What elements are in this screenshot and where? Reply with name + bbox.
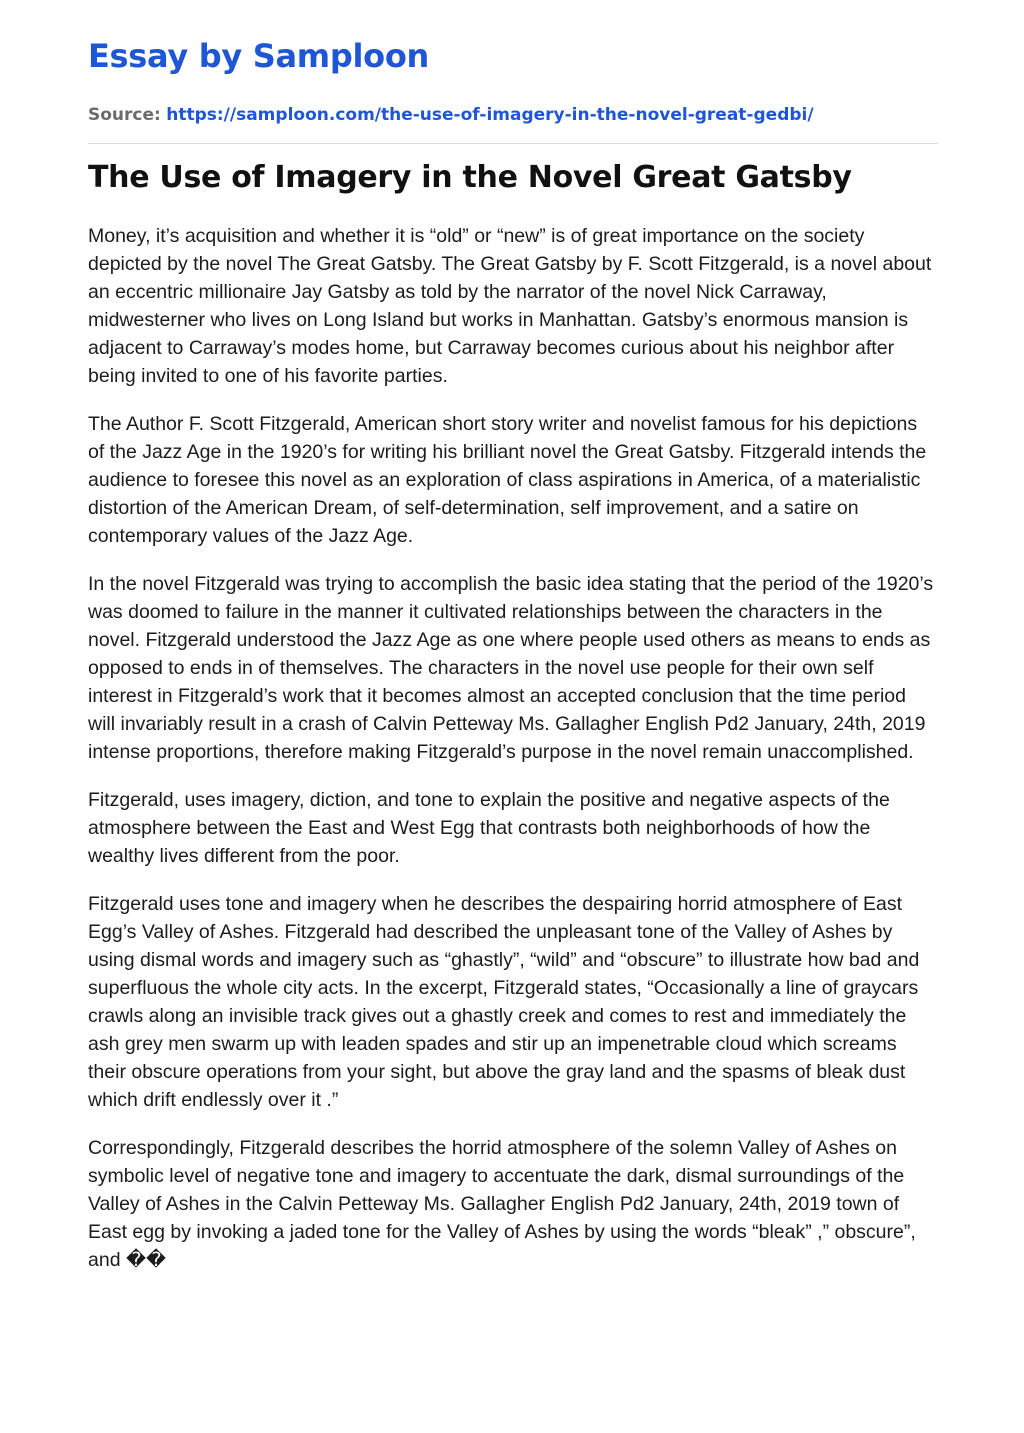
paragraph: The Author F. Scott Fitzgerald, American short story writer and novelist famous for his depictions of the Jazz Age in the 1920’s for writing his brilliant novel the Great Gatsby. Fitzgerald intends the audience to foresee this novel as an exploration of class aspirations in America, of a materialistic distortion of the American Dream, of self-determination, self improvement, and a satire on contemporary values of the Jazz Age. — [88, 413, 927, 547]
article-title: The Use of Imagery in the Novel Great Gatsby — [88, 160, 852, 195]
header-divider — [88, 143, 938, 144]
paragraph: In the novel Fitzgerald was trying to accomplish the basic idea stating that the period of the 1920’s was doomed to failure in the manner it cultivated relationships between the characters in the novel. Fitzgerald understood the Jazz Age as one where people used others as means to ends as opposed to ends in of themselves. The characters in the novel use people for their own self interest in Fitzgerald’s work that it becomes almost an accepted conclusion that the time period will invariably result in a crash of Calvin Petteway Ms. Gallagher English Pd2 January, 24th, 2019 intense proportions, therefore making Fitzgerald’s purpose in the novel remain unaccomplished. — [88, 573, 934, 763]
paragraph: Money, it’s acquisition and whether it is “old” or “new” is of great importance on the society depicted by the novel The Great Gatsby. The Great Gatsby by F. Scott Fitzgerald, is a novel about an eccentric millionaire Jay Gatsby as told by the narrator of the novel Nick Carraway, midwesterner who lives on Long Island but works in Manhattan. Gatsby’s enormous mansion is adjacent to Carraway’s modes home, but Carraway becomes curious about his neighbor after being invited to one of his favorite parties. — [88, 225, 932, 387]
source-line — [88, 103, 938, 127]
source-link[interactable]: https://samploon.com/the-use-of-imagery-in-the-novel-great-gedbi/ — [166, 105, 814, 125]
source-label: Source: — [88, 105, 161, 125]
essay-page — [88, 0, 938, 1294]
article-body — [88, 222, 938, 1274]
paragraph: Fitzgerald, uses imagery, diction, and tone to explain the positive and negative aspects of the atmosphere between the East and West Egg that contrasts both neighborhoods of how the wealthy lives different from the poor. — [88, 789, 890, 867]
paragraph: Correspondingly, Fitzgerald describes the horrid atmosphere of the solemn Valley of Ashes on symbolic level of negative tone and imagery to accentuate the dark, dismal surroundings of the Valley of Ashes in the Calvin Petteway Ms. Gallagher English Pd2 January, 24th, 2019 town of East egg by invoking a jaded tone for the Valley of Ashes by using the words “bleak” ,” obscure”, and �� — [88, 1137, 916, 1271]
paragraph: Fitzgerald uses tone and imagery when he describes the despairing horrid atmosphere of East Egg’s Valley of Ashes. Fitzgerald had described the unpleasant tone of the Valley of Ashes by using dismal words and imagery such as “ghastly”, “wild” and “obscure” to illustrate how bad and superfluous the whole city acts. In the excerpt, Fitzgerald states, “Occasionally a line of graycars crawls along an invisible track gives out a ghastly creek and comes to rest and immediately the ash grey men swarm up with leaden spades and stir up an impenetrable cloud which screams their obscure operations from your sight, but above the gray land and the spasms of bleak dust which drift endlessly over it .” — [88, 893, 920, 1111]
site-brand-title[interactable]: Essay by Samploon — [88, 37, 429, 75]
